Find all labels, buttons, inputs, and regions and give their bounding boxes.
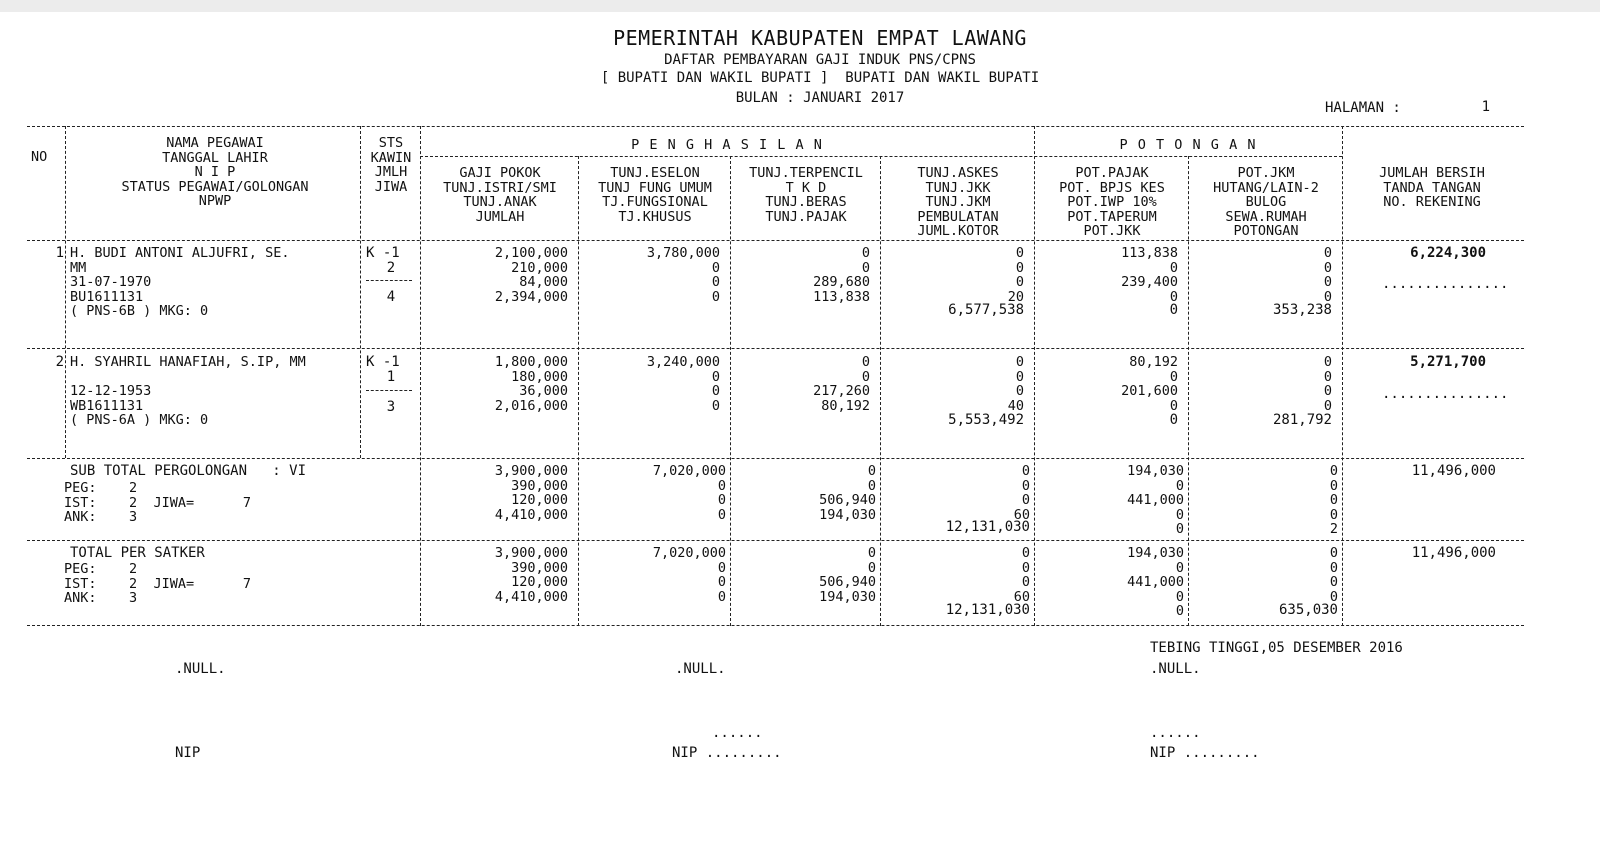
col-jkm-header: POT.JKM HUTANG/LAIN-2 BULOG SEWA.RUMAH POTONGAN	[1213, 165, 1319, 239]
satker-total-counts: PEG: 2 IST: 2 JIWA= 7 ANK: 3	[64, 561, 251, 606]
place-date: TEBING TINGGI,05 DESEMBER 2016	[1150, 640, 1403, 656]
header-top-rule	[27, 126, 1524, 127]
document-subtitle: DAFTAR PEMBAYARAN GAJI INDUK PNS/CPNS	[664, 52, 976, 68]
terpencil-values: 0 0 506,940 194,030	[819, 463, 876, 523]
col-nama-header: NAMA PEGAWAI TANGGAL LAHIR N I P STATUS PEGAWAI/GOLONGAN NPWP	[121, 135, 309, 209]
terpencil-values: 0 0 506,940 194,030	[819, 545, 876, 605]
net-pay: 6,224,300	[1410, 245, 1486, 261]
table-bottom-rule	[27, 625, 1524, 626]
signatory-2-nip: NIP .........	[672, 745, 782, 761]
jkm-values: 0 0 0 0	[1323, 354, 1332, 414]
pajak-values: 80,192 0 201,600 0	[1121, 354, 1178, 414]
eselon-values: 7,020,000 0 0 0	[652, 463, 726, 523]
page-number: 1	[1481, 99, 1490, 115]
signature-placeholder: ...............	[1382, 276, 1509, 292]
col-terpencil-header: TUNJ.TERPENCIL T K D TUNJ.BERAS TUNJ.PAJAK	[749, 165, 863, 225]
cell-separator	[366, 390, 412, 391]
penghasilan-group-header: P E N G H A S I L A N	[631, 137, 823, 153]
row-rule	[27, 458, 1524, 459]
signatory-1-nip: NIP	[175, 745, 201, 761]
gross-total: 6,577,538	[948, 302, 1024, 318]
viewer-top-bar	[0, 0, 1600, 12]
column-divider	[360, 126, 361, 458]
total-deductions: 635,030	[1278, 602, 1338, 618]
pajak-values: 194,030 0 441,000 0 0	[1127, 463, 1184, 537]
family-count: 1	[386, 369, 396, 385]
potongan-group-header: P O T O N G A N	[1119, 137, 1257, 153]
document-unit: [ BUPATI DAN WAKIL BUPATI ] BUPATI DAN WAKIL BUPATI	[600, 70, 1040, 86]
col-pajak-header: POT.PAJAK POT. BPJS KES POT.IWP 10% POT.TAPERUM POT.JKK	[1059, 165, 1165, 239]
net-pay: 5,271,700	[1410, 354, 1486, 370]
gross-total: 12,131,030	[945, 519, 1030, 535]
jkm-values: 0 0 0 0	[1323, 245, 1332, 305]
signatory-2-dots: ......	[712, 725, 763, 741]
group-header-rule	[420, 156, 1342, 157]
col-bersih-header: JUMLAH BERSIH TANDA TANGAN NO. REKENING	[1379, 165, 1485, 210]
col-askes-header: TUNJ.ASKES TUNJ.JKK TUNJ.JKM PEMBULATAN JUML.KOTOR	[917, 165, 999, 239]
gaji-values: 1,800,000 180,000 36,000 2,016,000	[494, 354, 568, 414]
column-divider	[420, 126, 421, 626]
column-divider	[1188, 156, 1189, 626]
eselon-values: 3,780,000 0 0 0	[646, 245, 720, 305]
document-month: BULAN : JANUARI 2017	[735, 90, 905, 106]
total-deductions: 353,238	[1272, 302, 1332, 318]
column-divider	[1034, 126, 1035, 626]
soul-count: 3	[386, 399, 396, 415]
column-divider	[880, 156, 881, 626]
signatory-1-title: .NULL.	[175, 661, 226, 677]
askes-values: 0 0 0 60	[1013, 545, 1030, 605]
column-divider	[1342, 126, 1343, 626]
gross-total: 12,131,030	[945, 602, 1030, 618]
column-divider	[730, 156, 731, 626]
marital-status: K -1	[366, 354, 400, 370]
col-sts-header: STS KAWIN JMLH JIWA	[370, 135, 412, 195]
row-number: 1	[55, 245, 64, 261]
askes-values: 0 0 0 20	[1007, 245, 1024, 305]
gaji-values: 3,900,000 390,000 120,000 4,410,000	[494, 463, 568, 523]
pajak-values: 113,838 0 239,400 0	[1121, 245, 1178, 305]
row-rule	[27, 348, 1524, 349]
signature-placeholder: ...............	[1382, 386, 1509, 402]
pot-jkk: 0	[1169, 302, 1178, 318]
subtotal-counts: PEG: 2 IST: 2 JIWA= 7 ANK: 3	[64, 480, 251, 525]
document-title: PEMERINTAH KABUPATEN EMPAT LAWANG	[613, 26, 1027, 50]
total-deductions: 281,792	[1272, 412, 1332, 428]
pot-jkk: 0	[1169, 412, 1178, 428]
eselon-values: 7,020,000 0 0 0	[652, 545, 726, 605]
signatory-3-title: .NULL.	[1150, 661, 1201, 677]
row-number: 2	[55, 354, 64, 370]
askes-values: 0 0 0 60	[1013, 463, 1030, 523]
net-pay-total: 11,496,000	[1411, 463, 1496, 479]
marital-status: K -1	[366, 245, 400, 261]
col-gaji-header: GAJI POKOK TUNJ.ISTRI/SMI TUNJ.ANAK JUMLAH	[443, 165, 557, 225]
header-bottom-rule	[27, 240, 1524, 241]
subtotal-label: SUB TOTAL PERGOLONGAN : VI	[70, 463, 307, 479]
column-divider	[578, 156, 579, 626]
family-count: 2	[386, 260, 396, 276]
gaji-values: 2,100,000 210,000 84,000 2,394,000	[494, 245, 568, 305]
employee-name-block: H. BUDI ANTONI ALJUFRI, SE. MM 31-07-1970 BU1611131 ( PNS-6B ) MKG: 0	[70, 245, 290, 319]
net-pay-total: 11,496,000	[1411, 545, 1496, 561]
column-divider	[65, 126, 66, 458]
jkm-values: 0 0 0 0	[1329, 545, 1338, 605]
gross-total: 5,553,492	[948, 412, 1024, 428]
jkm-values: 0 0 0 0 2	[1329, 463, 1338, 537]
eselon-values: 3,240,000 0 0 0	[646, 354, 720, 414]
pajak-values: 194,030 0 441,000 0 0	[1127, 545, 1184, 619]
signatory-3-dots: ......	[1150, 725, 1201, 741]
askes-values: 0 0 0 40	[1007, 354, 1024, 414]
col-no-header: NO	[31, 149, 48, 165]
signatory-3-nip: NIP .........	[1150, 745, 1260, 761]
col-eselon-header: TUNJ.ESELON TUNJ FUNG UMUM TJ.FUNGSIONAL TJ.KHUSUS	[598, 165, 712, 225]
terpencil-values: 0 0 289,680 113,838	[813, 245, 870, 305]
page-label: HALAMAN :	[1325, 100, 1401, 116]
soul-count: 4	[386, 289, 396, 305]
gaji-values: 3,900,000 390,000 120,000 4,410,000	[494, 545, 568, 605]
terpencil-values: 0 0 217,260 80,192	[813, 354, 870, 414]
cell-separator	[366, 280, 412, 281]
row-rule	[27, 540, 1524, 541]
satker-total-label: TOTAL PER SATKER	[70, 545, 205, 561]
employee-name-block: H. SYAHRIL HANAFIAH, S.IP, MM 12-12-1953 WB1611131 ( PNS-6A ) MKG: 0	[70, 354, 306, 428]
signatory-2-title: .NULL.	[675, 661, 726, 677]
